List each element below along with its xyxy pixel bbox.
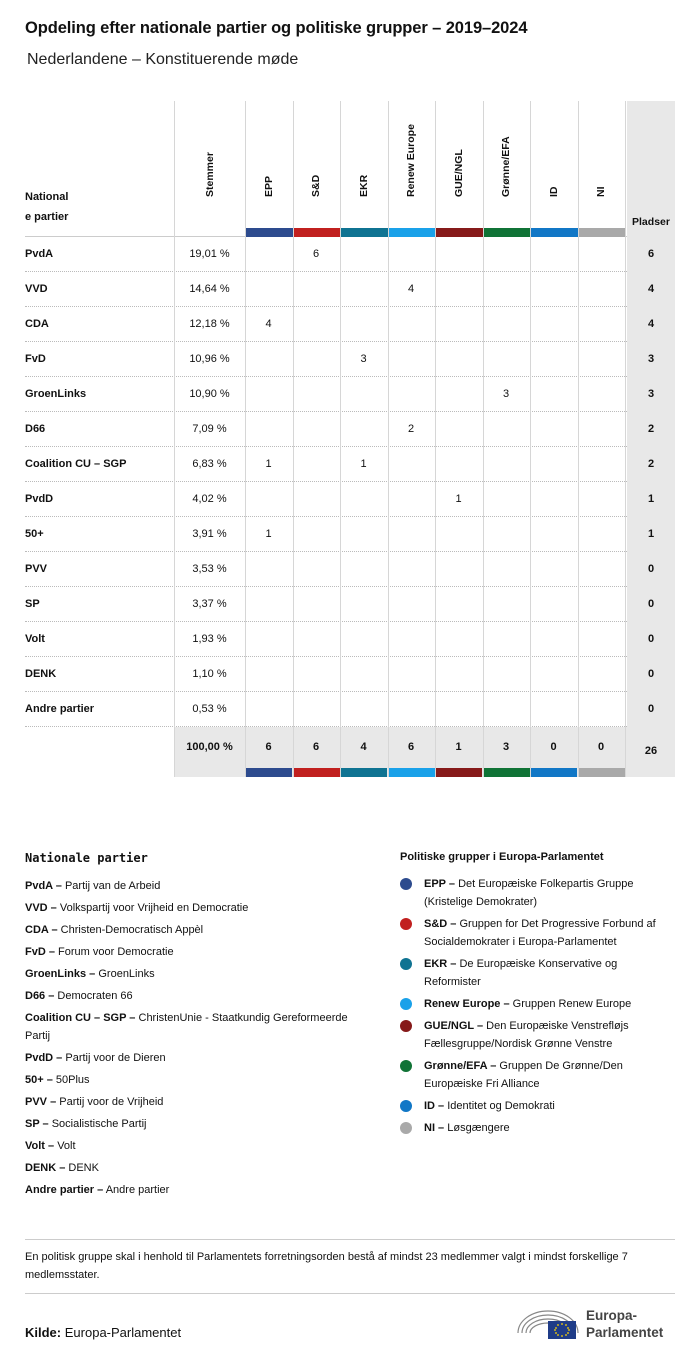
group-label: Grønne/EFA (500, 136, 513, 197)
vote-share: 4,02 % (192, 493, 227, 505)
party-abbr: CDA – (25, 924, 58, 936)
grid-line (483, 101, 484, 777)
party-abbr: PvdD – (25, 1052, 63, 1064)
grid-line (293, 101, 294, 777)
group-label: ID (547, 186, 560, 197)
grid-line (578, 101, 579, 777)
seat-cell: 1 (265, 528, 272, 540)
national-parties-heading: Nationale partier (25, 851, 148, 865)
seat-total: 4 (627, 272, 675, 307)
group-color-bar (578, 228, 626, 237)
seat-total: 0 (627, 587, 675, 622)
group-color-bar (293, 228, 341, 237)
party-legend-item (25, 1047, 365, 1069)
party-name: Coalition CU – SGP (25, 458, 127, 470)
group-full-name: Den Europæiske Venstrefløjs Fællesgruppe/Nordisk Grønne Venstre (424, 1020, 629, 1050)
party-legend-item (25, 919, 365, 941)
party-name: VVD (25, 283, 48, 295)
group-abbr: ID – (424, 1100, 445, 1112)
group-label: S&D (310, 174, 323, 197)
group-color-dot (400, 958, 412, 970)
party-full-name: Socialistische Partij (51, 1118, 147, 1130)
seat-cell: 1 (265, 458, 272, 470)
grid-line (435, 101, 436, 777)
party-legend-item (25, 1135, 365, 1157)
party-legend-item (25, 1091, 365, 1113)
group-label: EKR (357, 174, 370, 197)
political-groups-legend (400, 851, 675, 1141)
national-parties-legend (25, 851, 365, 1201)
group-legend-item (400, 915, 675, 951)
seat-cell: 3 (360, 353, 367, 365)
vote-share: 6,83 % (192, 458, 227, 470)
group-label: EPP (262, 175, 275, 197)
group-color-bar (388, 228, 436, 237)
grid-line (530, 101, 531, 777)
group-column-header (293, 101, 341, 237)
party-name: Volt (25, 633, 45, 645)
footnote: En politisk gruppe skal i henhold til Parlamentets forretningsorden bestå af mindst 23 medlemmer valgt i mindst forskellige 7 medlemsstater. (25, 1239, 675, 1294)
seat-cell: 4 (407, 283, 415, 295)
group-color-dot (400, 998, 412, 1010)
group-total: 6 (407, 741, 415, 753)
group-legend-item (400, 1097, 675, 1115)
group-color-bar (435, 228, 483, 237)
party-name: CDA (25, 318, 49, 330)
grid-line (340, 101, 341, 777)
party-full-name: ChristenUnie - Staatkundig Gereformeerde Partij (25, 1012, 348, 1042)
vote-share: 10,90 % (189, 388, 230, 400)
party-legend-item (25, 897, 365, 919)
group-color-bar (483, 228, 531, 237)
party-full-name: 50Plus (55, 1074, 90, 1086)
party-name: D66 (25, 423, 46, 435)
seat-total: 1 (627, 482, 675, 517)
party-full-name: Partij voor de Dieren (65, 1052, 166, 1064)
seat-cell: 1 (455, 493, 462, 505)
group-column-header (578, 101, 626, 237)
vote-share: 0,53 % (192, 703, 227, 715)
party-legend-item (25, 941, 365, 963)
vote-share: 10,96 % (189, 353, 230, 365)
results-table (25, 101, 675, 777)
party-name: DENK (25, 668, 57, 680)
seat-total: 0 (627, 657, 675, 692)
party-name: SP (25, 598, 40, 610)
seat-total: 4 (627, 307, 675, 342)
group-color-bar (530, 228, 578, 237)
political-groups-heading: Politiske grupper i Europa-Parlamentet (400, 851, 604, 863)
vote-share: 3,91 % (192, 528, 227, 540)
total-seats: 26 (644, 745, 658, 757)
vote-share: 14,64 % (189, 283, 230, 295)
group-full-name: Gruppen for Det Progressive Forbund af Socialdemokrater i Europa-Parlamentet (424, 918, 656, 948)
party-legend-item (25, 875, 365, 897)
party-full-name: Andre partier (105, 1184, 170, 1196)
group-color-dot (400, 1060, 412, 1072)
seat-total: 2 (627, 412, 675, 447)
group-color-bar (530, 768, 577, 777)
source-value: Europa-Parlamentet (64, 1325, 182, 1340)
group-total: 4 (360, 741, 367, 753)
group-color-dot (400, 878, 412, 890)
vote-share: 19,01 % (189, 248, 230, 260)
grid-line (174, 101, 175, 777)
group-full-name: Løsgængere (447, 1122, 510, 1134)
group-color-bar (483, 768, 530, 777)
source-label: Kilde: (25, 1325, 62, 1340)
vote-share: 1,10 % (192, 668, 227, 680)
party-abbr: PvdA – (25, 880, 62, 892)
group-color-dot (400, 1122, 412, 1134)
group-color-bar (340, 228, 388, 237)
group-color-bar (340, 768, 387, 777)
seat-cell: 3 (502, 388, 510, 400)
group-abbr: EPP – (424, 878, 455, 890)
group-color-bar (293, 768, 340, 777)
source-line (25, 1325, 181, 1340)
group-label: NI (595, 186, 608, 197)
seat-total: 2 (627, 447, 675, 482)
party-abbr: 50+ – (25, 1074, 53, 1086)
group-column-header (388, 101, 436, 237)
seats-column-header: Pladser (627, 101, 675, 237)
party-column-header: National e partier (25, 191, 69, 223)
party-name: GroenLinks (25, 388, 87, 400)
group-abbr: EKR – (424, 958, 457, 970)
seat-total: 0 (627, 552, 675, 587)
seat-cell: 6 (312, 248, 320, 260)
group-label: Renew Europe (405, 124, 418, 197)
party-legend-item (25, 1179, 365, 1201)
party-full-name: DENK (68, 1162, 99, 1174)
group-full-name: Det Europæiske Folkepartis Gruppe (Kristelige Demokrater) (424, 878, 634, 908)
group-color-bar (578, 768, 625, 777)
party-full-name: Christen-Democratisch Appèl (60, 924, 204, 936)
group-total: 1 (455, 741, 462, 753)
party-abbr: Volt – (25, 1140, 55, 1152)
party-abbr: Coalition CU – SGP – (25, 1012, 136, 1024)
group-full-name: De Europæiske Konservative og Reformister (424, 958, 618, 988)
vote-share: 7,09 % (192, 423, 227, 435)
seat-total: 3 (627, 377, 675, 412)
seat-total: 0 (627, 692, 675, 727)
party-legend-item (25, 1069, 365, 1091)
group-label: GUE/NGL (452, 149, 465, 197)
group-color-dot (400, 1100, 412, 1112)
party-abbr: FvD – (25, 946, 55, 958)
seat-total: 1 (627, 517, 675, 552)
party-abbr: D66 – (25, 990, 55, 1002)
european-parliament-logo (515, 1303, 680, 1343)
group-total: 0 (550, 741, 557, 753)
party-full-name: Democraten 66 (57, 990, 133, 1002)
logo-text-line1: Europa- (586, 1308, 638, 1323)
group-column-header (245, 101, 293, 237)
group-column-header (483, 101, 531, 237)
votes-column-header: Stemmer (203, 152, 216, 197)
group-full-name: Gruppen De Grønne/Den Europæiske Fri Alliance (424, 1060, 623, 1090)
party-abbr: SP – (25, 1118, 49, 1130)
page-subtitle: Nederlandene – Konstituerende møde (27, 51, 299, 68)
party-full-name: Volkspartij voor Vrijheid en Democratie (59, 902, 249, 914)
group-legend-item (400, 955, 675, 991)
group-color-bar (245, 768, 292, 777)
logo-text-line2: Parlamentet (586, 1325, 664, 1340)
group-column-header (435, 101, 483, 237)
group-legend-item (400, 1057, 675, 1093)
group-legend-item (400, 1017, 675, 1053)
vote-share: 12,18 % (189, 318, 230, 330)
group-color-bar (245, 228, 293, 237)
parliament-hemicycle-icon (515, 1303, 581, 1339)
party-abbr: GroenLinks – (25, 968, 96, 980)
group-color-bar (435, 768, 482, 777)
group-column-header (340, 101, 388, 237)
party-full-name: Partij van de Arbeid (64, 880, 161, 892)
party-name: PVV (25, 563, 48, 575)
vote-share: 3,37 % (192, 598, 227, 610)
party-name: PvdD (25, 493, 54, 505)
party-legend-item (25, 985, 365, 1007)
group-legend-item (400, 1119, 675, 1137)
group-abbr: Grønne/EFA – (424, 1060, 497, 1072)
group-legend-item (400, 995, 675, 1013)
grid-line (625, 101, 626, 777)
group-full-name: Identitet og Demokrati (447, 1100, 555, 1112)
group-abbr: GUE/NGL – (424, 1020, 484, 1032)
group-abbr: NI – (424, 1122, 445, 1134)
group-color-dot (400, 1020, 412, 1032)
group-total: 3 (502, 741, 510, 753)
party-full-name: GroenLinks (98, 968, 155, 980)
party-abbr: Andre partier – (25, 1184, 104, 1196)
group-column-header (530, 101, 578, 237)
party-abbr: DENK – (25, 1162, 66, 1174)
vote-share: 1,93 % (192, 633, 227, 645)
party-legend-item (25, 1009, 365, 1045)
party-full-name: Volt (57, 1140, 76, 1152)
party-name: 50+ (25, 528, 44, 540)
group-abbr: S&D – (424, 918, 457, 930)
grid-line (388, 101, 389, 777)
party-name: PvdA (25, 248, 54, 260)
party-full-name: Partij voor de Vrijheid (59, 1096, 164, 1108)
party-full-name: Forum voor Democratie (58, 946, 174, 958)
seat-cell: 2 (407, 423, 415, 435)
party-abbr: PVV – (25, 1096, 57, 1108)
grid-line (245, 101, 246, 777)
party-name: Andre partier (25, 703, 95, 715)
group-full-name: Gruppen Renew Europe (512, 998, 632, 1010)
page-title: Opdeling efter nationale partier og politiske grupper – 2019–2024 (25, 19, 528, 37)
party-abbr: VVD – (25, 902, 57, 914)
group-color-bar (388, 768, 435, 777)
party-legend-item (25, 1113, 365, 1135)
party-legend-item (25, 1157, 365, 1179)
party-name: FvD (25, 353, 46, 365)
group-color-dot (400, 918, 412, 930)
group-total: 6 (312, 741, 320, 753)
group-total: 0 (597, 741, 605, 753)
seat-cell: 1 (360, 458, 367, 470)
seat-total: 3 (627, 342, 675, 377)
group-abbr: Renew Europe – (424, 998, 510, 1010)
vote-share: 3,53 % (192, 563, 227, 575)
group-legend-item (400, 875, 675, 911)
party-legend-item (25, 963, 365, 985)
seat-cell: 4 (265, 318, 272, 330)
seat-total: 6 (627, 237, 675, 272)
group-total: 6 (265, 741, 272, 753)
seat-total: 0 (627, 622, 675, 657)
total-votes: 100,00 % (186, 741, 233, 753)
